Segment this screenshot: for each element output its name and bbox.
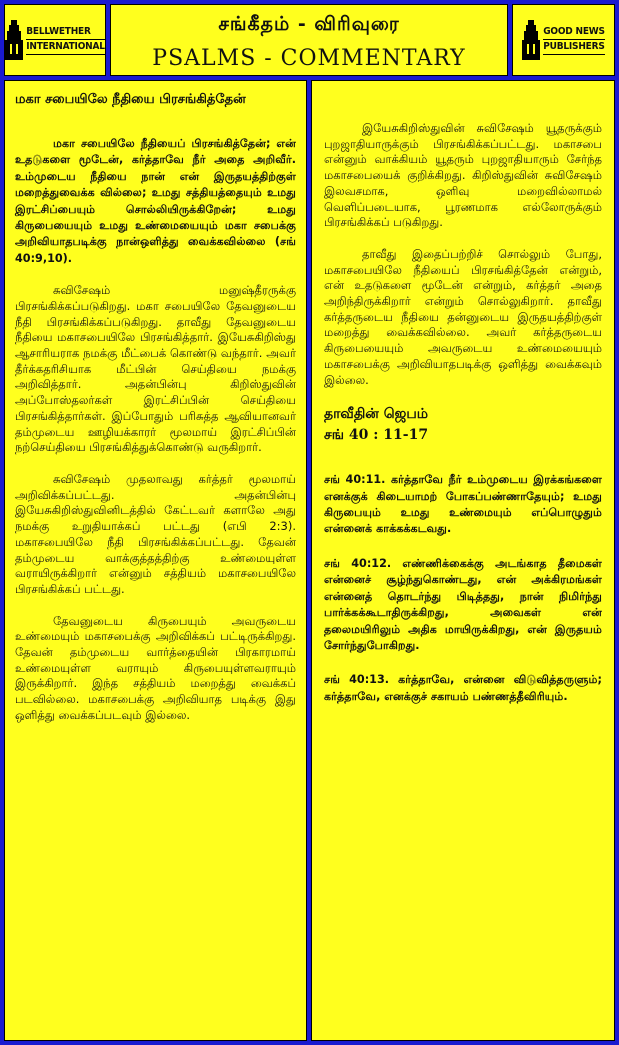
title-box <box>110 4 508 76</box>
commentary-paragraph: இயேசுகிறிஸ்துவின் சுவிசேஷம் யூதருக்கும் புறஜாதியாருக்கும் பிரசங்கிக்கப்பட்டது. மகாசபை என்னும் வாக்கியம் யூதரும் புறஜாதியாரும் சேர்ந்த மகாசபையைக் குறிக்கிறது. கிறிஸ்துவின் சுவிசேஷம் இலவசமாக, ஒளிவு மறைவில்லாமல் வெளிப்படையாக, பூரணமாக எல்லோருக்கும் பிரசங்கிக்கப் படுகிறது. <box>324 121 602 230</box>
scripture-quote: மகா சபையிலே நீதியைப் பிரசங்கித்தேன்; என் உதடுகளை மூடேன், கர்த்தாவே நீர் அதை அறிவீர். உம்முடைய நீதியை நான் என் இருதயத்திற்குள் மறைத்துவைக்க வில்லை; உமது சத்தியத்தையும் உமது இரட்சிப்பையும் சொல்லியிருக்கிறேன்; உமது கிருபையையும் உமது உண்மையையும் மகா சபைக்கு அறிவியாதபடிக்கு நான்ஒளித்து வைக்கவில்லை (சங் 40:9,10). <box>15 137 296 265</box>
bellwether-logo <box>4 4 106 76</box>
verse-13: சங் 40:13. கர்த்தாவே, என்னை விடுவித்தருளும்; கர்த்தாவே, எனக்குச் சகாயம் பண்ணத்தீவிரியும். <box>324 673 602 703</box>
logo-left-line1: BELLWETHER <box>26 25 105 40</box>
title-english: PSALMS - COMMENTARY <box>152 46 466 71</box>
logo-left-line2: INTERNATIONAL <box>26 40 105 55</box>
commentary-paragraph: தாவீது இதைப்பற்றிச் சொல்லும் போது, மகாசபையிலே நீதியைப் பிரசங்கித்தேன் என்றும், என் உதடுகளை மூடேன் என்றும், கர்த்தர் அதை அறிந்திருக்கிறார் என்றும் சொல்லுகிறார். தாவீது கர்த்தருடைய நீதியை தன்னுடைய இருதயத்திற்குள் மறைத்து வைக்கவில்லை. அவர் கர்த்தருடைய கிருபையையும் அவருடைய உண்மையையும் மகாசபைக்கு அறிவியாதபடிக்கு ஒளித்து வைக்கவும் இல்லை. <box>324 246 602 387</box>
bellwether-icon <box>5 20 23 60</box>
section-heading: மகா சபையிலே நீதியை பிரசங்கித்தேன் <box>15 92 246 107</box>
title-tamil: சங்கீதம் - விரிவுரை <box>218 13 400 35</box>
logo-right-line1: GOOD NEWS <box>543 25 605 40</box>
commentary-paragraph: சுவிசேஷம் மனுஷ்தீரருக்கு பிரசங்கிக்கப்படுகிறது. மகா சபையிலே தேவனுடைய நீதி பிரசங்கிக்கப்படுகிறது. தாவீது தேவனுடைய நீதியை மகாசபையிலே பிரசங்கித்தார். இயேசுகிறிஸ்து ஆசாரியராக நமக்கு மீட்பைக் கொண்டு வந்தார். அவர் தீர்க்கதரிசியாக மீட்பின் செய்தியை நமக்கு அறிவித்தார். அதன்பின்பு கிறிஸ்துவின் அப்போஸ்தலர்கள் இரட்சிப்பின் செய்தியை பிரசங்கித்தார்கள். இப்போதும் பரிசுத்த ஆவியானவர் தம்முடைய ஊழியக்காரர் மூலமாய் இரட்சிப்பின் நற்செய்தியை பிரசங்கித்துக்கொண்டு வருகிறார். <box>15 283 296 455</box>
commentary-paragraph: சுவிசேஷம் முதலாவது கர்த்தர் மூலமாய் அறிவிக்கப்பட்டது. அதன்பின்பு இயேசுகிறிஸ்துவினிடத்தில் கேட்டவர் களாலே அது நமக்கு உறுதியாக்கப் பட்டது (எபி 2:3). மகாசபையிலே நீதி பிரசங்கிக்கப்பட்டது. தேவன் தம்முடைய வாக்குத்தத்திற்கு உண்மையுள்ள வராயிருக்கிறார் என்னும் சத்தியம் மகாசபையிலே பிரசங்கிக்கப் பட்டது. <box>15 471 296 596</box>
prayer-reference: சங் 40 : 11-17 <box>324 427 429 444</box>
verse-11: சங் 40:11. கர்த்தாவே நீர் உம்முடைய இரக்கங்களை எனக்குக் கிடையாமற் போகப்பண்ணாதேயும்; உமது கிருபையும் உமது உண்மையும் எப்பொழுதும் என்னைக் காக்கக்கடவது. <box>324 473 602 536</box>
good-news-logo <box>512 4 615 76</box>
right-column <box>311 80 615 1041</box>
prayer-title: தாவீதின் ஜெபம் <box>324 406 429 423</box>
verse-12: சங் 40:12. எண்ணிக்கைக்கு அடங்காத தீமைகள் என்னைச் சூழ்ந்துகொண்டது, என் அக்கிரமங்கள் என்னைத் தொடர்ந்து பிடித்தது, நான் நிமிர்ந்து பார்க்கக்கூடாதிருக்கிறது, அவைகள் என் தலைமயிரிலும் அதிக மாயிருக்கிறது, என் இருதயம் சோர்ந்துபோகிறது. <box>324 556 602 652</box>
logo-right-line2: PUBLISHERS <box>543 40 605 55</box>
prayer-heading <box>324 404 602 446</box>
commentary-paragraph: தேவனுடைய கிருபையும் அவருடைய உண்மையும் மகாசபைக்கு அறிவிக்கப் பட்டிருக்கிறது. தேவன் தம்முடைய வார்த்தையின் பிரகாரமாய் உண்மையுள்ள வராயும் கிருபையுள்ளவராயும் இருக்கிறார். இந்த சத்தியம் மறைத்து வைக்கப் படவில்லை. மகாசபைக்கு அறிவியாத படிக்கு இது ஒளித்து வைக்கப்படவும் இல்லை. <box>15 613 296 722</box>
left-column <box>4 80 307 1041</box>
good-news-icon <box>522 20 540 60</box>
